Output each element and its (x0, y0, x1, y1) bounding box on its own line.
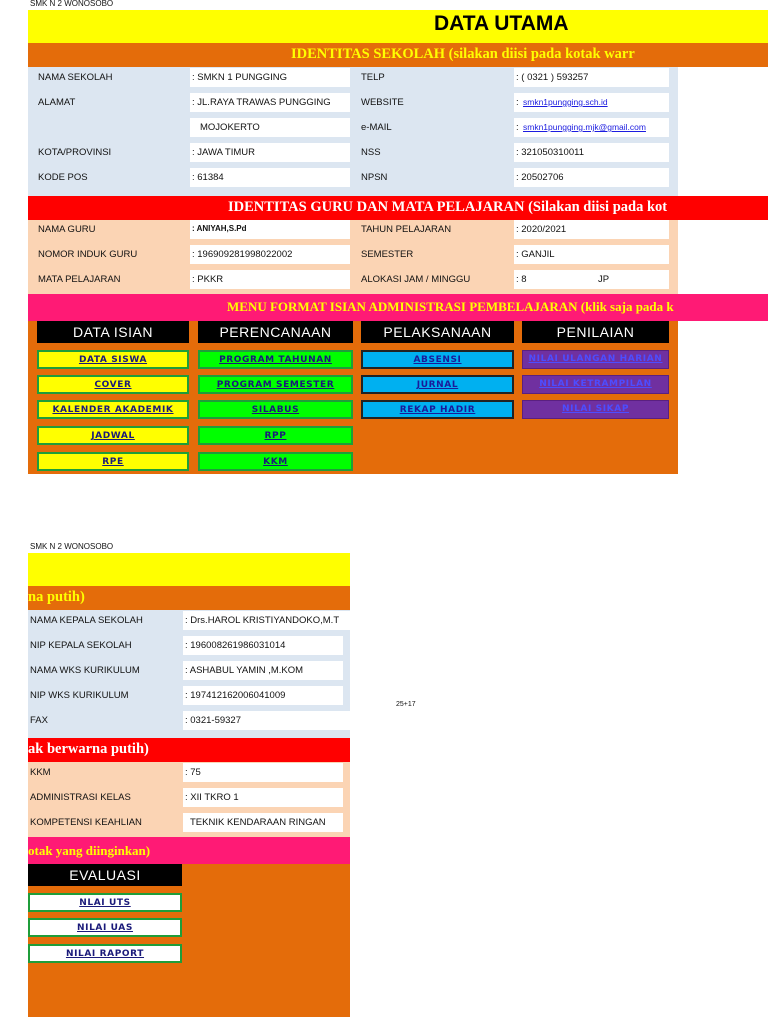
input-kompetensi[interactable]: TEKNIK KENDARAAN RINGAN (183, 813, 343, 832)
nilai-sikap-button[interactable]: NILAI SIKAP (522, 400, 669, 419)
input-kodepos[interactable]: : 61384 (190, 168, 350, 187)
label-npsn: NPSN (361, 172, 388, 183)
input-kelas[interactable]: : XII TKRO 1 (183, 788, 343, 807)
input-email[interactable]: : smkn1pungging.mjk@gmail.com (514, 118, 669, 137)
label-kompetensi: KOMPETENSI KEAHLIAN (30, 817, 142, 828)
silabus-button[interactable]: SILABUS (198, 400, 353, 419)
header-evaluasi: EVALUASI (28, 864, 182, 886)
section1-heading: IDENTITAS SEKOLAH (silakan diisi pada kotak warr (291, 46, 635, 62)
label-nama-guru: NAMA GURU (38, 224, 96, 235)
data-siswa-button[interactable]: DATA SISWA (37, 350, 189, 369)
label-fax: FAX (30, 715, 48, 726)
kkm-button[interactable]: KKM (198, 452, 353, 471)
label-wks: NAMA WKS KURIKULUM (30, 665, 140, 676)
input-nama-guru[interactable]: : ANIYAH,S.Pd (190, 220, 350, 239)
input-kota[interactable]: : JAWA TIMUR (190, 143, 350, 162)
input-semester[interactable]: : GANJIL (514, 245, 669, 264)
label-nama-sekolah: NAMA SEKOLAH (38, 72, 113, 83)
header-data-isian: DATA ISIAN (37, 321, 189, 343)
input-tahun[interactable]: : 2020/2021 (514, 220, 669, 239)
input-alamat-2[interactable]: MOJOKERTO (190, 118, 350, 137)
alokasi-unit: JP (598, 274, 610, 285)
label-mapel: MATA PELAJARAN (38, 274, 121, 285)
page-title: DATA UTAMA (434, 12, 569, 35)
label-nip-wks: NIP WKS KURIKULUM (30, 690, 129, 701)
email-link[interactable]: smkn1pungging.mjk@gmail.com (523, 122, 646, 132)
input-kkm[interactable]: : 75 (183, 763, 343, 782)
program-semester-button[interactable]: PROGRAM SEMESTER (198, 375, 353, 394)
title-bar-continued (28, 553, 350, 586)
input-npsn[interactable]: : 20502706 (514, 168, 669, 187)
label-kkm: KKM (30, 767, 51, 778)
label-kota: KOTA/PROVINSI (38, 147, 112, 158)
school-header: SMK N 2 WONOSOBO (30, 0, 114, 8)
label-nip-kepsek: NIP KEPALA SEKOLAH (30, 640, 132, 651)
website-link[interactable]: smkn1pungging.sch.id (523, 97, 608, 107)
input-alamat[interactable]: : JL.RAYA TRAWAS PUNGGING (190, 93, 350, 112)
nilai-uts-button[interactable]: NLAI UTS (28, 893, 182, 912)
label-nig: NOMOR INDUK GURU (38, 249, 138, 260)
header-pelaksanaan: PELAKSANAAN (361, 321, 514, 343)
input-wks[interactable]: : ASHABUL YAMIN ,M.KOM (183, 661, 343, 680)
school-header-2: SMK N 2 WONOSOBO (30, 542, 114, 551)
nilai-ulangan-harian-button[interactable]: NILAI ULANGAN HARIAN (522, 350, 669, 369)
rekap-hadir-button[interactable]: REKAP HADIR (361, 400, 514, 419)
section3-heading-continued: otak yang diinginkan) (28, 843, 151, 858)
rpe-button[interactable]: RPE (37, 452, 189, 471)
input-telp[interactable]: : ( 0321 ) 593257 (514, 68, 669, 87)
label-tahun: TAHUN PELAJARAN (361, 224, 452, 235)
input-nip-kepsek[interactable]: : 196008261986031014 (183, 636, 343, 655)
label-website: WEBSITE (361, 97, 404, 108)
label-email: e-MAIL (361, 122, 392, 133)
header-perencanaan: PERENCANAAN (198, 321, 353, 343)
label-kodepos: KODE POS (38, 172, 88, 183)
nilai-raport-button[interactable]: NILAI RAPORT (28, 944, 182, 963)
label-telp: TELP (361, 72, 385, 83)
input-fax[interactable]: : 0321-59327 (183, 711, 350, 730)
cover-button[interactable]: COVER (37, 375, 189, 394)
label-kepsek: NAMA KEPALA SEKOLAH (30, 615, 143, 626)
input-nig[interactable]: : 196909281998022002 (190, 245, 350, 264)
section1-heading-continued: na putih) (28, 589, 85, 605)
nilai-uas-button[interactable]: NILAI UAS (28, 918, 182, 937)
input-nip-wks[interactable]: : 197412162006041009 (183, 686, 343, 705)
section2-heading-continued: ak berwarna putih) (28, 741, 149, 757)
jurnal-button[interactable]: JURNAL (361, 375, 514, 394)
stray-text: 25+17 (396, 701, 416, 708)
input-alokasi[interactable]: : 8 JP (514, 270, 669, 289)
label-nss: NSS (361, 147, 381, 158)
jadwal-button[interactable]: JADWAL (37, 426, 189, 445)
label-semester: SEMESTER (361, 249, 414, 260)
input-kepsek[interactable]: : Drs.HAROL KRISTIYANDOKO,M.T (183, 611, 350, 630)
input-website[interactable]: : smkn1pungging.sch.id (514, 93, 669, 112)
input-nss[interactable]: : 321050310011 (514, 143, 669, 162)
input-nama-sekolah[interactable]: : SMKN 1 PUNGGING (190, 68, 350, 87)
nilai-ketrampilan-button[interactable]: NILAI KETRAMPILAN (522, 375, 669, 394)
label-alokasi: ALOKASI JAM / MINGGU (361, 274, 471, 285)
section2-heading: IDENTITAS GURU DAN MATA PELAJARAN (Silakan diisi pada kot (228, 199, 668, 215)
section3-heading: MENU FORMAT ISIAN ADMINISTRASI PEMBELAJARAN (klik saja pada k (227, 299, 674, 314)
section3-body-continued (28, 864, 350, 1017)
kalender-akademik-button[interactable]: KALENDER AKADEMIK (37, 400, 189, 419)
program-tahunan-button[interactable]: PROGRAM TAHUNAN (198, 350, 353, 369)
absensi-button[interactable]: ABSENSI (361, 350, 514, 369)
label-kelas: ADMINISTRASI KELAS (30, 792, 131, 803)
rpp-button[interactable]: RPP (198, 426, 353, 445)
title-bar (28, 10, 768, 43)
header-penilaian: PENILAIAN (522, 321, 669, 343)
label-alamat: ALAMAT (38, 97, 76, 108)
input-mapel[interactable]: : PKKR (190, 270, 350, 289)
